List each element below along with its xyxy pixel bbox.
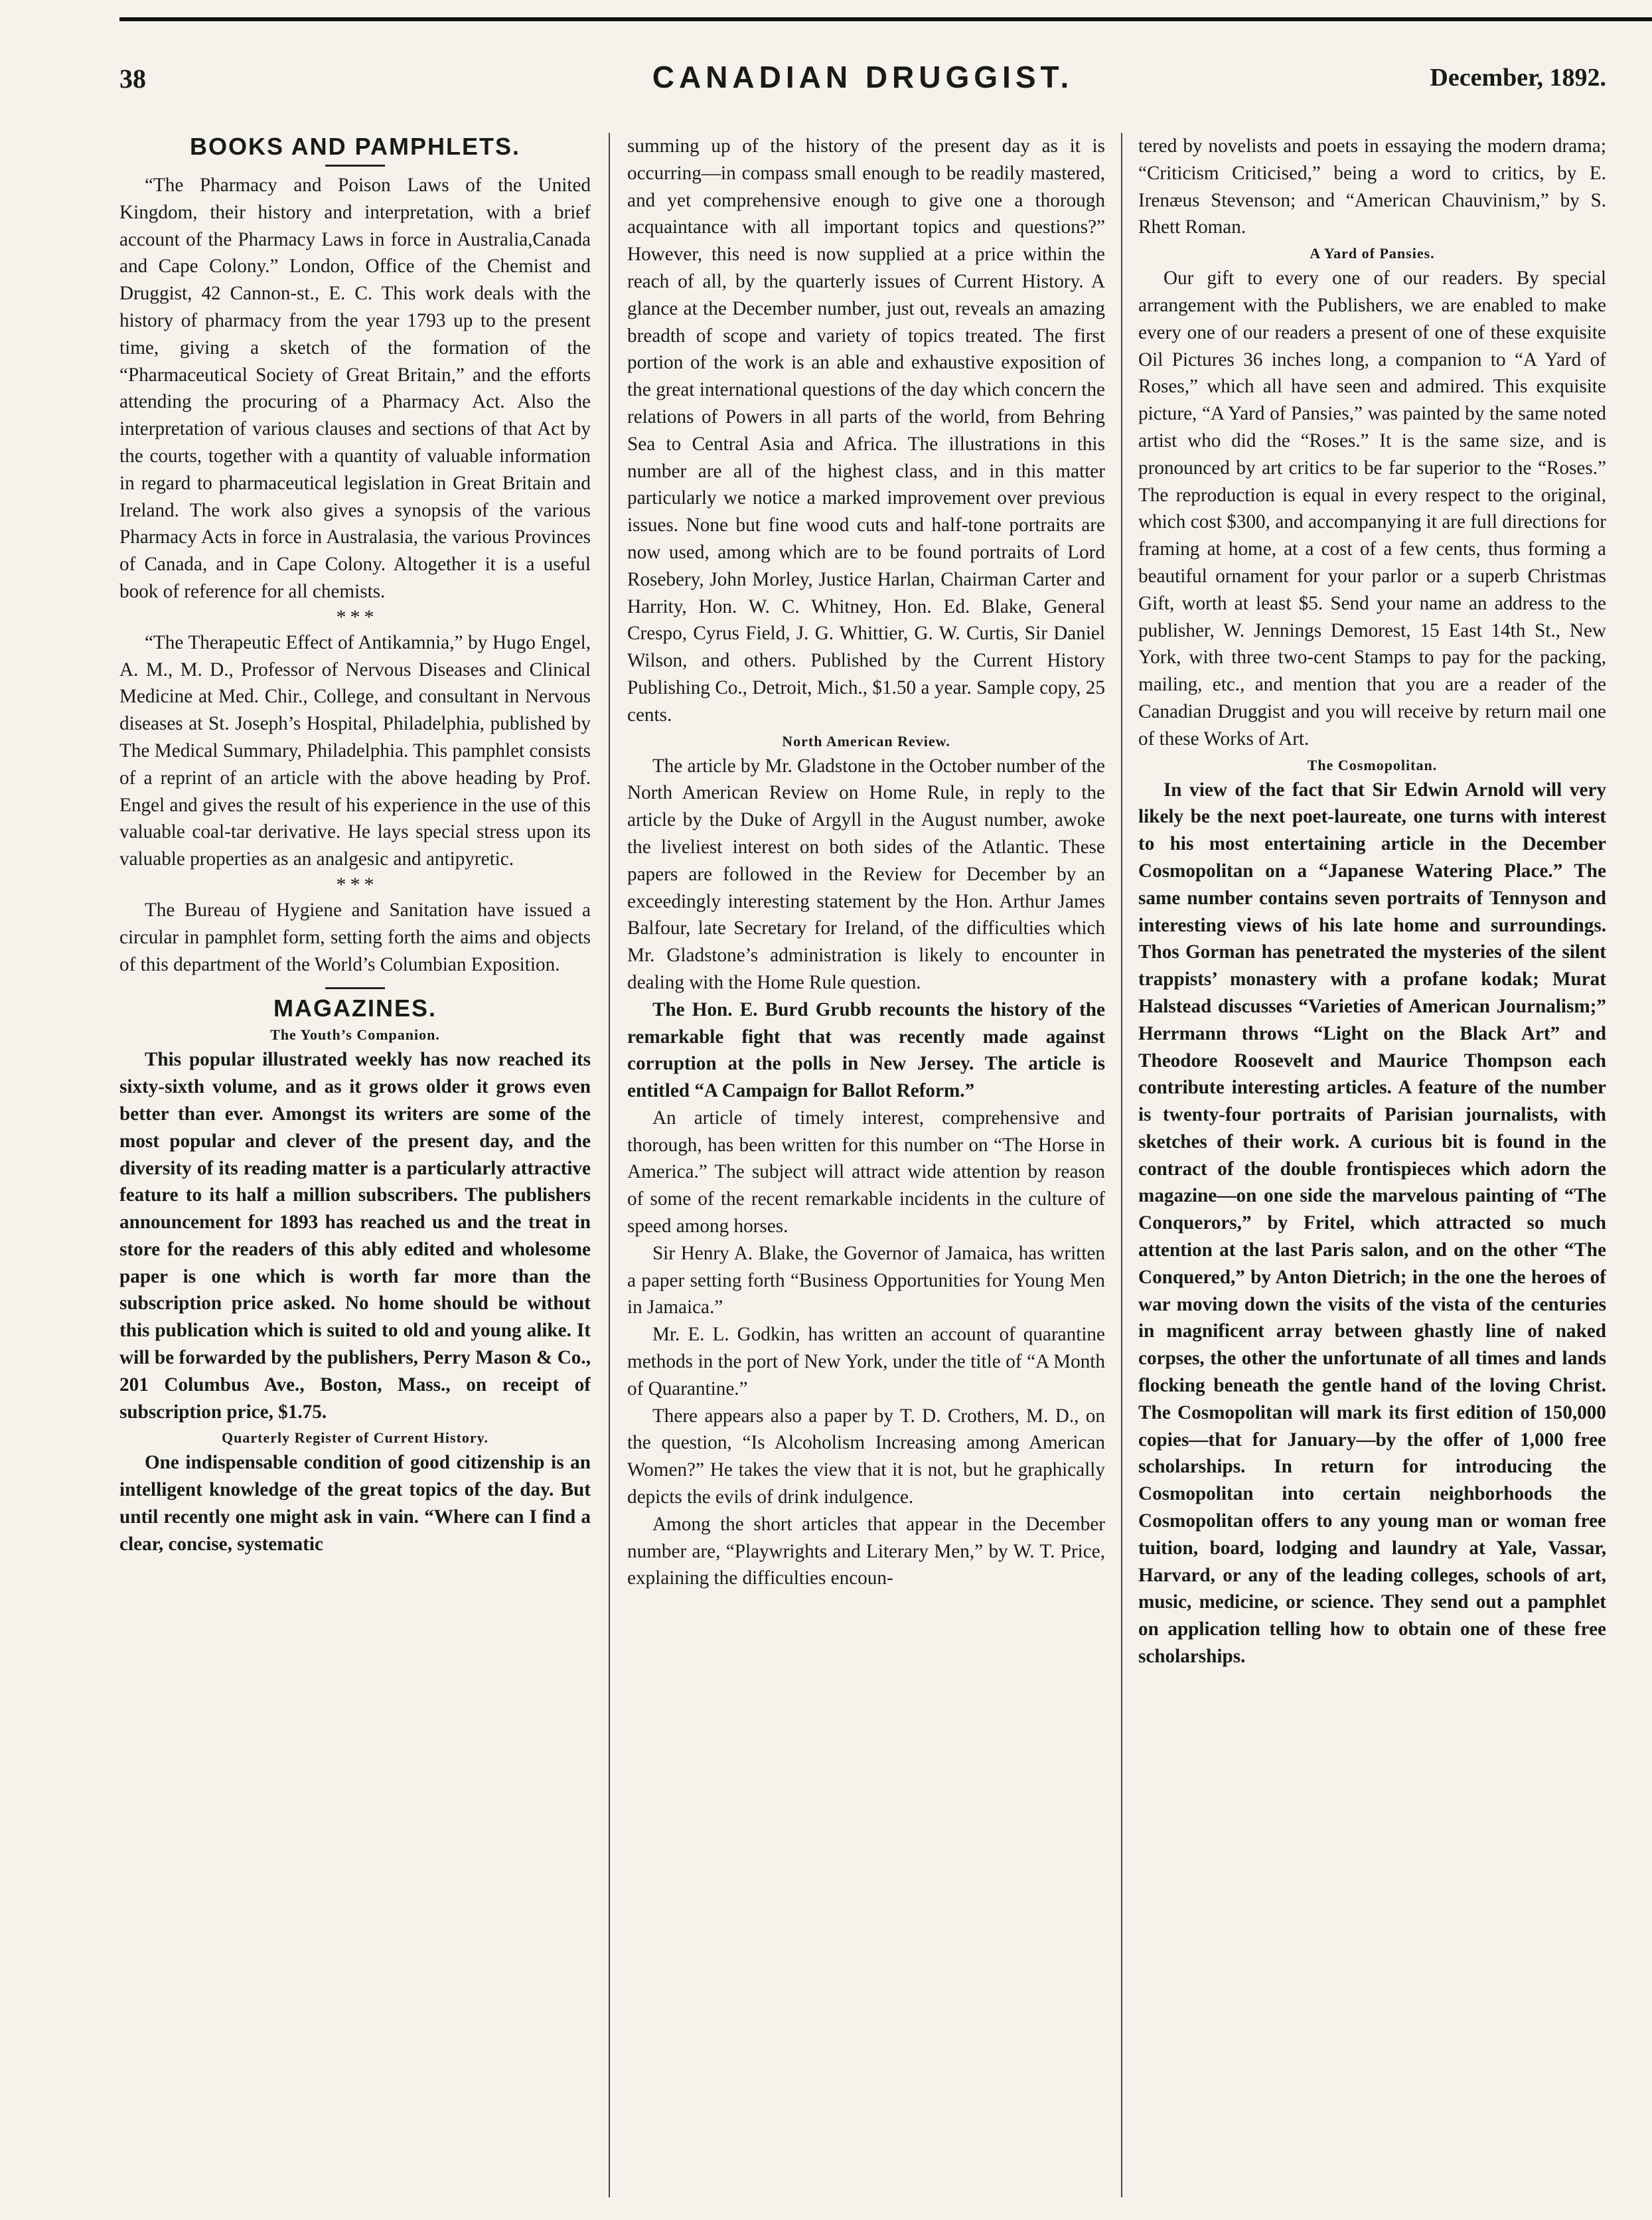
article-crothers: There appears also a paper by T. D. Crothers, M. D., on the question, “Is Alcoholism Increasing among American Women?” He takes the view that it is not, but he graphically depicts the evils of drink indulgence. xyxy=(627,1405,1105,1508)
article-grubb: The Hon. E. Burd Grubb recounts the history of the remarkable fight that was recently made against corruption at the polls in New Jersey. The article is entitled “A Campaign for Ballot Reform.” xyxy=(627,998,1105,1102)
section-heading-magazines: MAGAZINES. xyxy=(273,994,437,1022)
article-current-history-cont: summing up of the history of the present day as it is occurring—in compass small enough to be readily mastered, and yet comprehensive enough to give one a thorough acquaintance with all important topics and questions?” However, this need is now supplied at a price within the reach of all, by the quarterly issues of Current History. A glance at the December number, just out, reveals an amazing breadth of scope and variety of topics treated. The first portion of the work is an able and exhaustive exposition of the great international questions of the day which concern the relations of Powers in all parts of the world, from Behring Sea to Central Asia and Africa. The illustrations in this number are all of the highest class, and in this matter particularly we notice a marked improvement over previous issues. None but fine wood cuts and half-tone portraits are now used, among which are to be found portraits of Lord Rosebery, John Morley, Justice Harlan, Chairman Carter and Harrity, Hon. W. C. Whitney, Hon. Ed. Blake, General Crespo, Cyrus Field, J. G. Whittier, G. W. Curtis, Sir Daniel Wilson, and others. Published by the Current History Publishing Co., Detroit, Mich., $1.50 a year. Sample copy, 25 cents. xyxy=(627,135,1105,726)
subheading-quarterly-register: Quarterly Register of Current History. xyxy=(222,1429,488,1447)
article-blake: Sir Henry A. Blake, the Governor of Jamaica, has written a paper setting forth “Business Opportunities for Young Men in Jamaica.” xyxy=(627,1242,1105,1318)
section-rule xyxy=(325,165,385,167)
page-header xyxy=(119,60,1606,110)
article-godkin: Mr. E. L. Godkin, has written an account of quarantine methods in the port of New York, under the title of “A Month of Quarantine.” xyxy=(627,1324,1105,1399)
subheading-youths-companion: The Youth’s Companion. xyxy=(270,1026,440,1044)
article-columns xyxy=(119,133,1606,2197)
article-cosmopolitan: In view of the fact that Sir Edwin Arnold will very likely be the next poet-laureate, one turns with interest to his most entertaining article in the December Cosmopolitan on a “Japanese Watering Place.” The same number contains seven portraits of Tennyson and interesting views of his late home and surroundings. Thos Gorman has penetrated the mysteries of the silent trappists’ monastery with a profane kodak; Murat Halstead discusses “Varieties of American Journalism;” Herrmann throws “Light on the Black Art” and Theodore Roosevelt and Maurice Thompson each contribute interesting articles. A feature of the number is twenty-four portraits of Parisian journalists, with sketches of their work. A curious bit is found in the contract of the double frontispieces which adorn the magazine—on one side the marvelous painting of “The Conquerors,” by Fritel, which attracted so much attention at the last Paris salon, and on the other “The Conquered,” by Anton Dietrich; in the one the heroes of war moving down the visits of the vista of the centuries in magnificent array between ghastly line of naked corpses, the other the unfortunate of all times and lands flocking beneath the gentle hand of the loving Christ. The Cosmopolitan will mark its first edition of 150,000 copies—that for January—by the offer of 1,000 free scholarships. In return for introducing the Cosmopolitan into certain neighborhoods the Cosmopolitan offers to any young man or woman free tuition, board, lodging and laundry at Yale, Vassar, Harvard, or any of the leading colleges, schools of art, music, medicine, or science. They send out a pamphlet on application telling how to obtain one of these free scholarships. xyxy=(1138,779,1606,1668)
top-border-rule xyxy=(119,17,1652,21)
asterism-divider: * * * xyxy=(336,605,374,628)
article-pharmacy-laws: “The Pharmacy and Poison Laws of the United Kingdom, their history and interpretation, with a brief account of the Pharmacy Laws in force in Australia,Canada and Cape Colony.” London, Office of the Chemist and Druggist, 42 Cannon-st., E. C. This work deals with the history of pharmacy from the year 1793 up to the present time, giving a sketch of the formation of the “Pharmaceutical Society of Great Britain,” and the efforts attending the procuring of a Pharmacy Act. Also the interpretation of various clauses and sections of that Act by the courts, together with a quantity of valuable information in regard to pharmaceutical legislation in Great Britain and Ireland. The work also gives a synopsis of the various Pharmacy Acts in force in Australasia, the various Provinces of Canada, and in Cape Colony. Altogether it is a useful book of reference for all chemists. xyxy=(119,175,591,602)
asterism-divider: * * * xyxy=(336,873,374,896)
article-bureau-hygiene: The Bureau of Hygiene and Sanitation have issued a circular in pamphlet form, setting forth the aims and objects of this department of the World’s Columbian Exposition. xyxy=(119,899,591,975)
column-divider xyxy=(609,133,610,2197)
column-2 xyxy=(627,133,1105,2197)
issue-date: December, 1892. xyxy=(1430,64,1606,92)
article-gladstone: The article by Mr. Gladstone in the October number of the North American Review on Home Rule, in reply to the article by the Duke of Argyll in the August number, awoke the liveliest interest on both sides of the Atlantic. These papers are followed in the Review for December by an exceedingly interesting statement by the Hon. Arthur James Balfour, late Secretary for Ireland, of the difficulties which Mr. Gladstone’s administration is likely to encounter in dealing with the Home Rule question. xyxy=(627,755,1105,993)
column-1 xyxy=(119,133,591,2197)
article-youths-companion: This popular illustrated weekly has now reached its sixty-sixth volume, and as it grows older it grows even better than ever. Amongst its writers are some of the most popular and clever of the present day, and the diversity of its reading matter is a particularly attractive feature to its half a million subscribers. The publishers announcement for 1893 has reached us and the treat in store for the readers of this ably edited and wholesome paper is one which is worth far more than the subscription price asked. No home should be without this publication which is suited to old and young alike. It will be forwarded by the publishers, Perry Mason & Co., 201 Columbus Ave., Boston, Mass., on receipt of subscription price, $1.75. xyxy=(119,1049,591,1423)
section-rule xyxy=(325,987,385,989)
article-short-articles: Among the short articles that appear in the December number are, “Playwrights and Literary Men,” by W. T. Price, explaining the difficulties encoun- xyxy=(627,1513,1105,1589)
article-quarterly-register: One indispensable condition of good citizenship is an intelligent knowledge of the great topics of the day. But until recently one might ask in vain. “Where can I find a clear, concise, systematic xyxy=(119,1452,591,1555)
article-short-articles-cont: tered by novelists and poets in essaying the modern drama; “Criticism Criticised,” being a word to critics, by E. Irenæus Stevenson; and “American Chauvinism,” by S. Rhett Roman. xyxy=(1138,135,1606,238)
journal-title: CANADIAN DRUGGIST. xyxy=(652,60,1074,94)
column-3 xyxy=(1138,133,1606,2197)
page-number: 38 xyxy=(119,64,146,94)
article-antikamnia: “The Therapeutic Effect of Antikamnia,” by Hugo Engel, A. M., M. D., Professor of Nervous Diseases and Clinical Medicine at Med. Chir., College, and consultant in Nervous diseases at St. Joseph’s Hospital, Philadelphia, published by The Medical Summary, Philadelphia. This pamphlet consists of a reprint of an article with the above heading by Prof. Engel and gives the result of his experience in the use of this valuable coal-tar derivative. He lays special stress upon its valuable properties as an analgesic and antipyretic. xyxy=(119,631,591,870)
subheading-cosmopolitan: The Cosmopolitan. xyxy=(1307,756,1438,773)
article-yard-of-pansies: Our gift to every one of our readers. By special arrangement with the Publishers, we are enabled to make every one of our readers a present of one of these exquisite Oil Pictures 36 inches long, a companion to “A Yard of Roses,” which all have seen and admired. This exquisite picture, “A Yard of Pansies,” was painted by the same noted artist who did the “Roses.” It is the same size, and is pronounced by art critics to be far superior to the “Roses.” The reproduction is equal in every respect to the original, which cost $300, and accompanying it are full directions for framing at home, at a cost of a few cents, thus forming a beautiful ornament for your parlor or a superb Christmas Gift, worth at least $5. Send your name an address to the publisher, W. Jennings Demorest, 15 East 14th St., New York, with three two-cent Stamps to pay for the packing, mailing, etc., and mention that you are a reader of the Canadian Druggist and you will receive by return mail one of these Works of Art. xyxy=(1138,268,1606,750)
article-horse: An article of timely interest, comprehensive and thorough, has been written for this number on “The Horse in America.” The subject will attract wide attention by reason of some of the recent remarkable incidents in the culture of speed among horses. xyxy=(627,1107,1105,1237)
section-heading-books: BOOKS AND PAMPHLETS. xyxy=(189,133,520,160)
column-divider xyxy=(1121,133,1122,2197)
subheading-north-american-review: North American Review. xyxy=(782,732,950,750)
subheading-yard-of-pansies: A Yard of Pansies. xyxy=(1310,245,1435,262)
